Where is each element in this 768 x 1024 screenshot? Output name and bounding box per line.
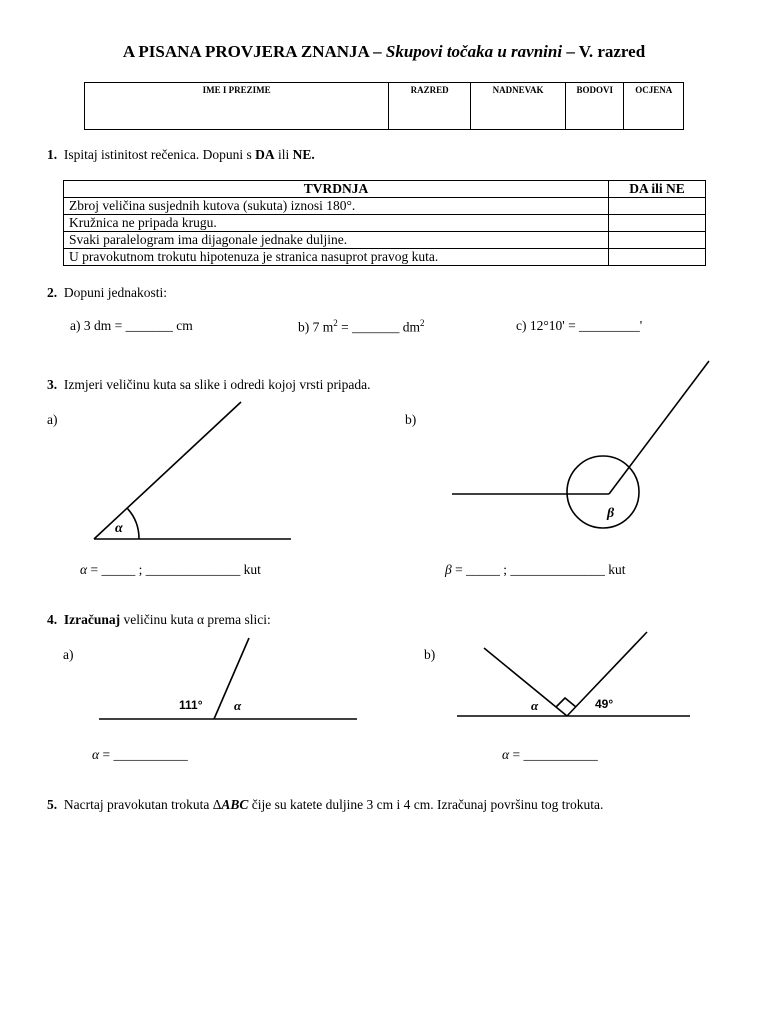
answer-3a [80,562,261,578]
question-number: 4. [47,612,58,627]
claim-header: TVRDNJA [64,181,609,198]
figure-4a [99,638,357,719]
ray-oblique [609,361,709,494]
class-field[interactable]: RAZRED [389,83,471,130]
title-grade: – V. razred [562,42,646,61]
angle-arc [127,508,139,539]
answer-header: DA ili NE [609,181,706,198]
claim-cell: Svaki paralelogram ima dijagonale jednake duljine. [64,232,609,249]
superscript: 2 [333,318,338,328]
angle-circle [567,456,639,528]
question-number: 2. [47,285,58,300]
figure-3a [94,402,291,539]
question-text: Dopuni jednakosti: [63,285,167,300]
answer-blank[interactable]: = ___________ [509,747,598,762]
question-number: 3. [47,377,58,392]
beta-symbol: β [445,562,452,577]
equation-a: a) 3 dm = _______ cm [70,318,193,333]
answer-blank[interactable]: = _____ ; ______________ kut [87,562,261,577]
beta-label: β [607,506,615,521]
alpha-label: α [115,521,123,536]
question-number: 1. [47,147,58,162]
answer-4a [92,747,188,763]
figure-label-b: b) [405,412,417,427]
question-number: 5. [47,797,58,812]
figure-label-a: a) [63,647,74,662]
grade-field[interactable]: OCJENA [624,83,684,130]
question-text: Izmjeri veličinu kuta sa slike i odredi kojoj vrsti pripada. [63,377,371,392]
alpha-symbol: α [92,747,100,762]
equation-b-part: = _______ dm [337,319,420,335]
triangle-name: ABC [221,797,249,812]
alpha-label: α [531,698,539,713]
claim-cell: U pravokutnom trokutu hipotenuza je stranica nasuprot pravog kuta. [64,249,609,266]
ray-left [484,648,567,716]
question-text: veličinu kuta α prema slici: [120,612,271,627]
question-keyword: Izračunaj [63,612,121,627]
superscript: 2 [420,318,425,328]
figure-3b [452,361,709,528]
name-field[interactable]: IME I PREZIME [85,83,389,130]
points-field[interactable]: BODOVI [566,83,624,130]
figure-label-a: a) [47,412,58,427]
question-text: čije su katete duljine 3 cm i 4 cm. Izračunaj površinu tog trokuta. [248,797,604,812]
alpha-symbol: α [80,562,88,577]
answer-3b [445,562,625,578]
answer-4b [502,747,598,763]
alpha-label: α [234,698,242,713]
claim-cell: Zbroj veličina susjednih kutova (sukuta) iznosi 180°. [64,198,609,215]
option-ne: NE. [292,147,315,162]
angle-value-49: 49° [595,697,614,711]
right-angle-mark [556,698,576,707]
figure-4b [457,632,690,716]
question-text: Nacrtaj pravokutan trokuta Δ [63,797,222,812]
angle-value-111: 111° [179,698,203,712]
question-text: Ispitaj istinitost rečenica. Dopuni s [63,147,256,162]
date-field[interactable]: NADNEVAK [471,83,566,130]
title-topic: Skupovi točaka u ravnini [385,42,563,61]
line-oblique [214,638,249,719]
equation-b-part: b) 7 m [298,319,334,335]
alpha-symbol: α [502,747,510,762]
equation-c: c) 12°10' = _________' [516,318,643,333]
claim-cell: Kružnica ne pripada krugu. [64,215,609,232]
title-part: A PISANA PROVJERA ZNANJA – [122,42,386,61]
question-text-ili: ili [274,147,293,162]
answer-blank[interactable]: = ___________ [99,747,188,762]
ray-oblique [94,402,241,539]
option-da: DA [255,147,275,162]
answer-blank[interactable]: = _____ ; ______________ kut [451,562,626,577]
figure-label-b: b) [424,647,436,662]
